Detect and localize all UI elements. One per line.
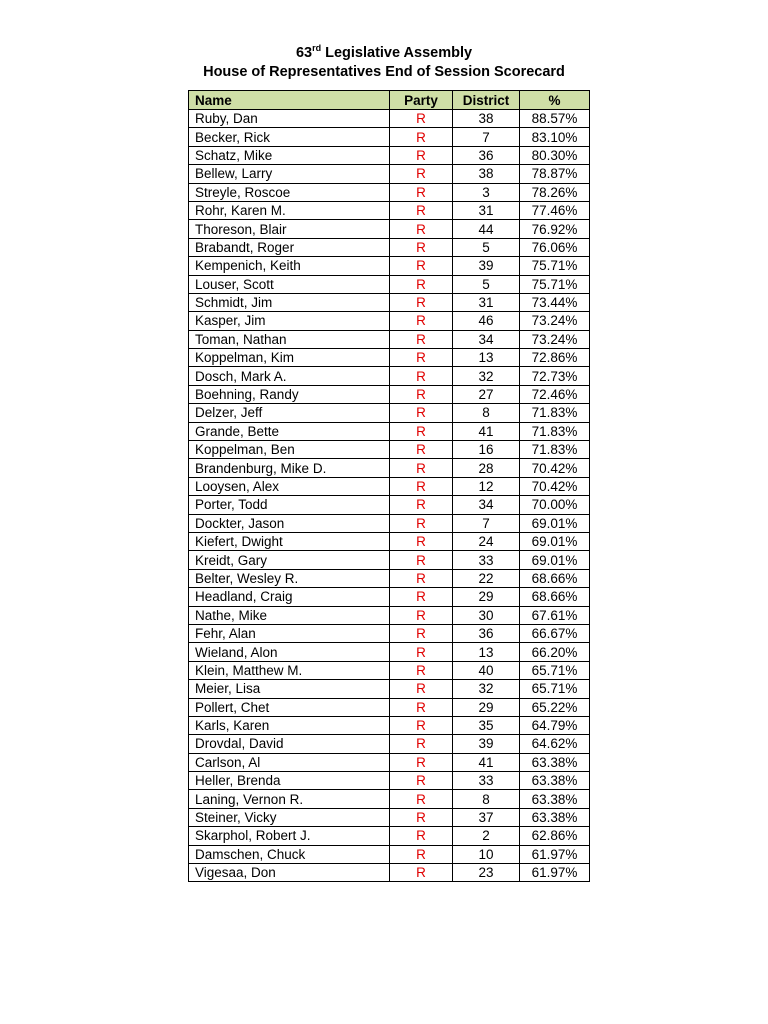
cell-district: 22	[453, 569, 520, 587]
cell-name: Headland, Craig	[189, 588, 390, 606]
cell-percent: 64.79%	[520, 716, 590, 734]
cell-percent: 76.92%	[520, 220, 590, 238]
cell-district: 40	[453, 661, 520, 679]
table-row	[189, 661, 590, 679]
cell-name: Carlson, Al	[189, 753, 390, 771]
cell-party: R	[390, 183, 453, 201]
table-row	[189, 698, 590, 716]
cell-party: R	[390, 827, 453, 845]
table-row	[189, 220, 590, 238]
cell-name: Schatz, Mike	[189, 146, 390, 164]
cell-percent: 80.30%	[520, 146, 590, 164]
cell-party: R	[390, 275, 453, 293]
cell-name: Karls, Karen	[189, 716, 390, 734]
cell-percent: 66.20%	[520, 643, 590, 661]
cell-name: Klein, Matthew M.	[189, 661, 390, 679]
cell-percent: 70.42%	[520, 477, 590, 495]
cell-name: Kiefert, Dwight	[189, 532, 390, 550]
scorecard-table	[188, 90, 590, 882]
table-row	[189, 183, 590, 201]
cell-district: 27	[453, 385, 520, 403]
table-row	[189, 643, 590, 661]
cell-name: Porter, Todd	[189, 496, 390, 514]
cell-name: Drovdal, David	[189, 735, 390, 753]
cell-percent: 76.06%	[520, 238, 590, 256]
cell-percent: 78.26%	[520, 183, 590, 201]
document-subtitle: House of Representatives End of Session Scorecard	[203, 64, 565, 80]
cell-name: Boehning, Randy	[189, 385, 390, 403]
cell-percent: 65.71%	[520, 680, 590, 698]
table-row	[189, 422, 590, 440]
cell-district: 38	[453, 165, 520, 183]
cell-percent: 64.62%	[520, 735, 590, 753]
cell-district: 7	[453, 514, 520, 532]
cell-name: Heller, Brenda	[189, 772, 390, 790]
cell-percent: 72.86%	[520, 349, 590, 367]
cell-district: 37	[453, 808, 520, 826]
cell-name: Kreidt, Gary	[189, 551, 390, 569]
cell-percent: 73.44%	[520, 293, 590, 311]
cell-district: 8	[453, 404, 520, 422]
cell-name: Louser, Scott	[189, 275, 390, 293]
cell-name: Laning, Vernon R.	[189, 790, 390, 808]
table-row	[189, 201, 590, 219]
cell-name: Meier, Lisa	[189, 680, 390, 698]
cell-party: R	[390, 624, 453, 642]
cell-district: 39	[453, 257, 520, 275]
title-assembly: Legislative Assembly	[321, 45, 473, 61]
cell-name: Dosch, Mark A.	[189, 367, 390, 385]
cell-percent: 63.38%	[520, 808, 590, 826]
cell-party: R	[390, 569, 453, 587]
cell-name: Vigesaa, Don	[189, 864, 390, 882]
cell-name: Schmidt, Jim	[189, 293, 390, 311]
cell-district: 5	[453, 238, 520, 256]
cell-district: 16	[453, 441, 520, 459]
cell-district: 36	[453, 624, 520, 642]
cell-percent: 68.66%	[520, 569, 590, 587]
cell-party: R	[390, 735, 453, 753]
cell-district: 10	[453, 845, 520, 863]
table-row	[189, 349, 590, 367]
cell-name: Skarphol, Robert J.	[189, 827, 390, 845]
cell-district: 33	[453, 551, 520, 569]
cell-party: R	[390, 110, 453, 128]
table-row	[189, 110, 590, 128]
cell-percent: 73.24%	[520, 330, 590, 348]
cell-party: R	[390, 808, 453, 826]
cell-party: R	[390, 790, 453, 808]
table-row	[189, 588, 590, 606]
table-row	[189, 864, 590, 882]
cell-percent: 75.71%	[520, 257, 590, 275]
cell-district: 41	[453, 422, 520, 440]
cell-percent: 77.46%	[520, 201, 590, 219]
table-row	[189, 772, 590, 790]
table-row	[189, 441, 590, 459]
cell-party: R	[390, 293, 453, 311]
cell-name: Fehr, Alan	[189, 624, 390, 642]
cell-party: R	[390, 606, 453, 624]
cell-percent: 72.73%	[520, 367, 590, 385]
table-row	[189, 551, 590, 569]
table-row	[189, 128, 590, 146]
cell-percent: 73.24%	[520, 312, 590, 330]
cell-name: Brandenburg, Mike D.	[189, 459, 390, 477]
column-header-percent: %	[520, 91, 590, 110]
cell-percent: 62.86%	[520, 827, 590, 845]
cell-district: 29	[453, 698, 520, 716]
cell-name: Kempenich, Keith	[189, 257, 390, 275]
cell-name: Streyle, Roscoe	[189, 183, 390, 201]
cell-district: 3	[453, 183, 520, 201]
cell-party: R	[390, 128, 453, 146]
cell-district: 41	[453, 753, 520, 771]
table-row	[189, 808, 590, 826]
cell-percent: 63.38%	[520, 753, 590, 771]
cell-party: R	[390, 532, 453, 550]
table-row	[189, 790, 590, 808]
cell-party: R	[390, 146, 453, 164]
cell-name: Steiner, Vicky	[189, 808, 390, 826]
cell-party: R	[390, 165, 453, 183]
cell-party: R	[390, 514, 453, 532]
cell-party: R	[390, 349, 453, 367]
cell-name: Kasper, Jim	[189, 312, 390, 330]
table-row	[189, 459, 590, 477]
cell-percent: 71.83%	[520, 422, 590, 440]
cell-percent: 68.66%	[520, 588, 590, 606]
cell-percent: 63.38%	[520, 772, 590, 790]
cell-party: R	[390, 312, 453, 330]
cell-name: Dockter, Jason	[189, 514, 390, 532]
table-row	[189, 624, 590, 642]
cell-party: R	[390, 330, 453, 348]
cell-district: 46	[453, 312, 520, 330]
cell-party: R	[390, 257, 453, 275]
cell-party: R	[390, 588, 453, 606]
table-row	[189, 753, 590, 771]
cell-percent: 88.57%	[520, 110, 590, 128]
cell-name: Wieland, Alon	[189, 643, 390, 661]
cell-party: R	[390, 201, 453, 219]
cell-party: R	[390, 680, 453, 698]
table-header-row	[189, 91, 590, 110]
cell-name: Delzer, Jeff	[189, 404, 390, 422]
cell-district: 36	[453, 146, 520, 164]
cell-percent: 78.87%	[520, 165, 590, 183]
table-row	[189, 845, 590, 863]
cell-district: 24	[453, 532, 520, 550]
table-row	[189, 477, 590, 495]
cell-name: Thoreson, Blair	[189, 220, 390, 238]
cell-district: 35	[453, 716, 520, 734]
cell-district: 29	[453, 588, 520, 606]
cell-name: Belter, Wesley R.	[189, 569, 390, 587]
cell-district: 34	[453, 330, 520, 348]
table-row	[189, 146, 590, 164]
cell-party: R	[390, 477, 453, 495]
table-row	[189, 367, 590, 385]
cell-percent: 63.38%	[520, 790, 590, 808]
cell-district: 39	[453, 735, 520, 753]
cell-percent: 65.22%	[520, 698, 590, 716]
cell-party: R	[390, 459, 453, 477]
cell-party: R	[390, 661, 453, 679]
cell-district: 5	[453, 275, 520, 293]
table-row	[189, 716, 590, 734]
cell-party: R	[390, 220, 453, 238]
cell-party: R	[390, 716, 453, 734]
cell-percent: 71.83%	[520, 404, 590, 422]
cell-percent: 65.71%	[520, 661, 590, 679]
table-row	[189, 275, 590, 293]
column-header-name: Name	[189, 91, 390, 110]
cell-name: Rohr, Karen M.	[189, 201, 390, 219]
cell-party: R	[390, 753, 453, 771]
cell-district: 30	[453, 606, 520, 624]
cell-percent: 69.01%	[520, 514, 590, 532]
cell-percent: 70.42%	[520, 459, 590, 477]
cell-percent: 71.83%	[520, 441, 590, 459]
table-row	[189, 569, 590, 587]
cell-name: Bellew, Larry	[189, 165, 390, 183]
cell-district: 2	[453, 827, 520, 845]
cell-name: Becker, Rick	[189, 128, 390, 146]
cell-party: R	[390, 864, 453, 882]
cell-district: 8	[453, 790, 520, 808]
column-header-party: Party	[390, 91, 453, 110]
cell-district: 44	[453, 220, 520, 238]
cell-party: R	[390, 496, 453, 514]
cell-district: 13	[453, 349, 520, 367]
table-row	[189, 257, 590, 275]
cell-name: Ruby, Dan	[189, 110, 390, 128]
table-row	[189, 680, 590, 698]
cell-party: R	[390, 422, 453, 440]
title-ordinal-suffix: rd	[312, 43, 322, 54]
cell-party: R	[390, 385, 453, 403]
cell-district: 12	[453, 477, 520, 495]
cell-name: Toman, Nathan	[189, 330, 390, 348]
cell-party: R	[390, 551, 453, 569]
cell-name: Koppelman, Kim	[189, 349, 390, 367]
table-row	[189, 385, 590, 403]
table-row	[189, 312, 590, 330]
cell-party: R	[390, 238, 453, 256]
table-row	[189, 514, 590, 532]
cell-district: 13	[453, 643, 520, 661]
cell-district: 32	[453, 367, 520, 385]
table-row	[189, 293, 590, 311]
cell-percent: 67.61%	[520, 606, 590, 624]
column-header-district: District	[453, 91, 520, 110]
cell-party: R	[390, 845, 453, 863]
cell-percent: 83.10%	[520, 128, 590, 146]
cell-district: 23	[453, 864, 520, 882]
table-row	[189, 496, 590, 514]
cell-district: 31	[453, 201, 520, 219]
cell-name: Pollert, Chet	[189, 698, 390, 716]
cell-district: 33	[453, 772, 520, 790]
document-title	[0, 44, 768, 62]
cell-district: 31	[453, 293, 520, 311]
cell-percent: 69.01%	[520, 551, 590, 569]
cell-party: R	[390, 404, 453, 422]
cell-district: 32	[453, 680, 520, 698]
cell-name: Grande, Bette	[189, 422, 390, 440]
cell-party: R	[390, 698, 453, 716]
cell-name: Looysen, Alex	[189, 477, 390, 495]
cell-percent: 61.97%	[520, 845, 590, 863]
cell-district: 7	[453, 128, 520, 146]
cell-percent: 70.00%	[520, 496, 590, 514]
table-row	[189, 404, 590, 422]
cell-name: Koppelman, Ben	[189, 441, 390, 459]
cell-name: Nathe, Mike	[189, 606, 390, 624]
table-row	[189, 330, 590, 348]
cell-party: R	[390, 772, 453, 790]
cell-party: R	[390, 367, 453, 385]
title-number: 63	[295, 45, 313, 61]
cell-district: 34	[453, 496, 520, 514]
table-row	[189, 606, 590, 624]
cell-percent: 66.67%	[520, 624, 590, 642]
cell-party: R	[390, 643, 453, 661]
cell-name: Damschen, Chuck	[189, 845, 390, 863]
cell-district: 28	[453, 459, 520, 477]
cell-party: R	[390, 441, 453, 459]
table-row	[189, 532, 590, 550]
cell-percent: 61.97%	[520, 864, 590, 882]
table-row	[189, 827, 590, 845]
cell-percent: 72.46%	[520, 385, 590, 403]
cell-district: 38	[453, 110, 520, 128]
table-row	[189, 735, 590, 753]
table-row	[189, 165, 590, 183]
cell-percent: 69.01%	[520, 532, 590, 550]
cell-name: Brabandt, Roger	[189, 238, 390, 256]
cell-percent: 75.71%	[520, 275, 590, 293]
table-row	[189, 238, 590, 256]
